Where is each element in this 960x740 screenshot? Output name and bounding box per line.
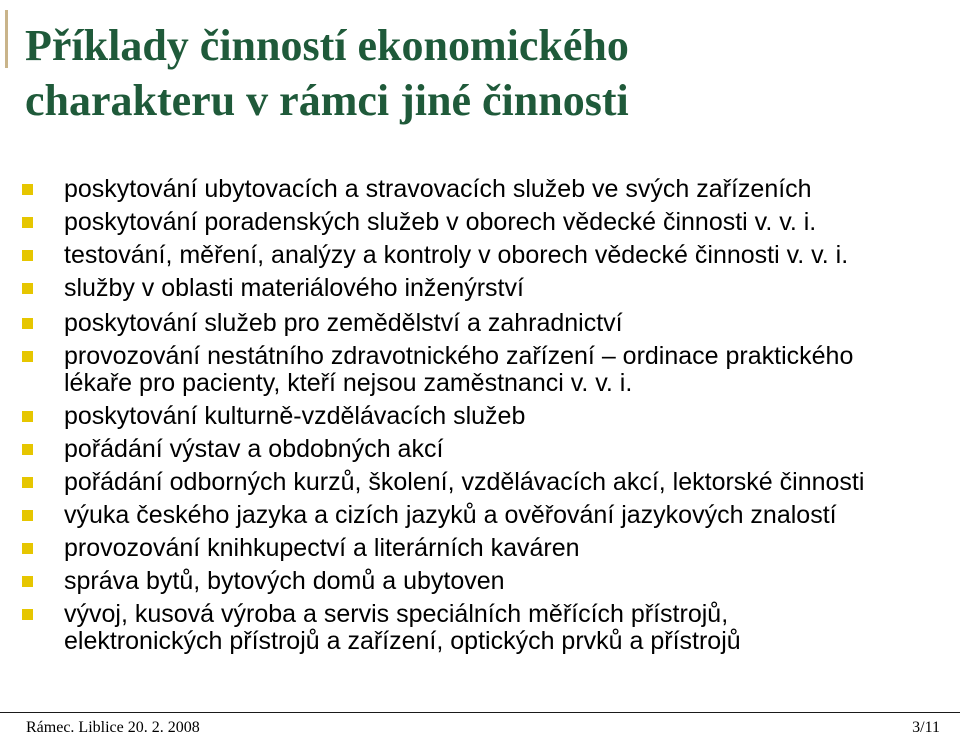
bullet-square-icon — [22, 217, 33, 228]
bullet-square-icon — [22, 477, 33, 488]
bullet-text: elektronických přístrojů a zařízení, optických prvků a přístrojů — [64, 627, 741, 655]
slide-title-line-1: Příklady činností ekonomického — [25, 21, 629, 70]
bullet-square-icon — [22, 351, 33, 362]
footer-divider — [0, 712, 960, 713]
bullet-item — [64, 535, 580, 562]
bullet-item — [64, 502, 837, 529]
bullet-square-icon — [22, 444, 33, 455]
bullet-item — [64, 176, 812, 203]
bullet-square-icon — [22, 576, 33, 587]
bullet-square-icon — [22, 250, 33, 261]
bullet-text: poskytování ubytovacích a stravovacích služeb ve svých zařízeních — [64, 175, 812, 203]
bullet-text: správa bytů, bytových domů a ubytoven — [64, 567, 505, 595]
bullet-item — [64, 310, 623, 337]
bullet-item — [64, 403, 525, 430]
bullet-text: pořádání odborných kurzů, školení, vzdělávacích akcí, lektorské činnosti — [64, 468, 865, 496]
bullet-text: lékaře pro pacienty, kteří nejsou zaměstnanci v. v. i. — [64, 369, 633, 397]
bullet-item — [64, 436, 443, 463]
bullet-text: vývoj, kusová výroba a servis speciálních měřících přístrojů, — [64, 600, 729, 628]
bullet-text: výuka českého jazyka a cizích jazyků a ověřování jazykových znalostí — [64, 501, 837, 529]
slide-title-line-2: charakteru v rámci jiné činnosti — [25, 76, 629, 125]
bullet-item — [64, 568, 505, 595]
bullet-square-icon — [22, 283, 33, 294]
bullet-item — [64, 275, 524, 302]
bullet-square-icon — [22, 184, 33, 195]
bullet-square-icon — [22, 411, 33, 422]
bullet-item — [64, 343, 853, 397]
bullet-item — [64, 601, 741, 655]
bullet-item — [64, 209, 816, 236]
bullet-text: pořádání výstav a obdobných akcí — [64, 435, 444, 463]
bullet-text: poskytování služeb pro zemědělství a zahradnictví — [64, 309, 623, 337]
bullet-text: služby v oblasti materiálového inženýrství — [64, 274, 524, 302]
bullet-item — [64, 469, 864, 496]
bullet-square-icon — [22, 318, 33, 329]
bullet-square-icon — [22, 609, 33, 620]
page-number: 3/11 — [912, 719, 940, 736]
bullet-text: provozování knihkupectví a literárních kaváren — [64, 534, 580, 562]
bullet-text: poskytování kulturně-vzdělávacích služeb — [64, 402, 526, 430]
bullet-square-icon — [22, 510, 33, 521]
bullet-text: provozování nestátního zdravotnického zařízení – ordinace praktického — [64, 342, 854, 370]
bullet-item — [64, 242, 848, 269]
footer-text: Rámec. Liblice 20. 2. 2008 — [26, 719, 200, 736]
bullet-square-icon — [22, 543, 33, 554]
bullet-text: poskytování poradenských služeb v oborech vědecké činnosti v. v. i. — [64, 208, 817, 236]
bullet-text: testování, měření, analýzy a kontroly v oborech vědecké činnosti v. v. i. — [64, 241, 849, 269]
